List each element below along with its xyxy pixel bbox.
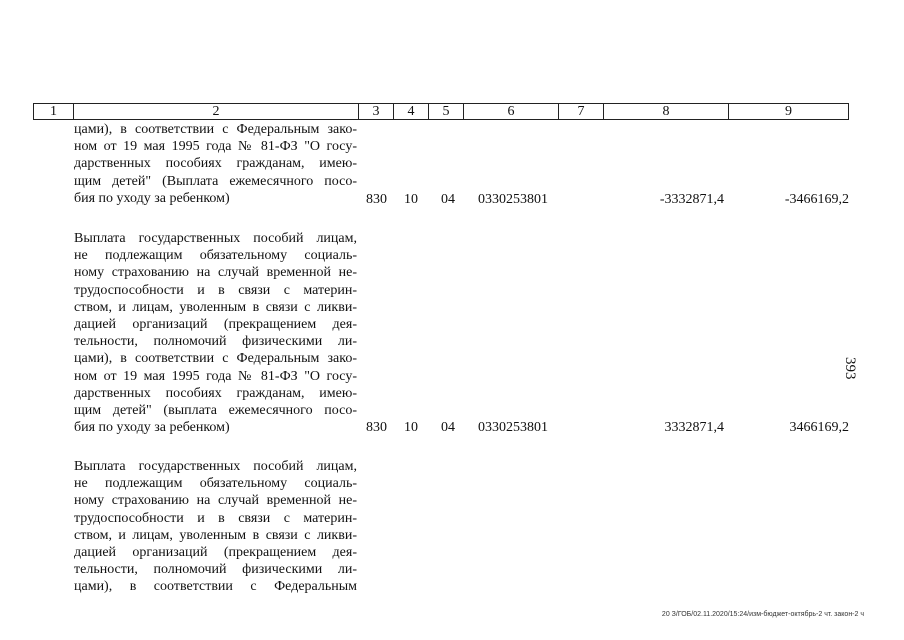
row-2-line: Выплата государственных пособий лицам, xyxy=(74,231,357,246)
row-1-section: 10 xyxy=(404,192,418,207)
row-2-line: ном от 19 мая 1995 года № 81-ФЗ "О госу- xyxy=(74,368,357,384)
header-col-4: 4 xyxy=(394,104,429,119)
header-col-5: 5 xyxy=(429,104,464,119)
row-1-code: 0330253801 xyxy=(478,192,548,207)
header-col-3: 3 xyxy=(359,104,394,119)
row-2-col9: 3466169,2 xyxy=(789,420,849,435)
row-2-line: тельности, полномочий физическими ли- xyxy=(74,334,357,350)
row-2-line: трудоспособности и в связи с материн- xyxy=(74,282,357,298)
row-3-line: ством, и лицам, уволенным в связи с ликви- xyxy=(74,527,357,543)
header-col-7: 7 xyxy=(559,104,604,119)
header-col-9: 9 xyxy=(785,104,792,119)
row-2-subsection: 04 xyxy=(441,420,455,435)
row-2-col8: 3332871,4 xyxy=(664,420,724,435)
row-1-col8: -3332871,4 xyxy=(659,192,724,207)
row-2-line: дацией организаций (прекращением дея- xyxy=(74,317,357,333)
row-2-section: 10 xyxy=(404,420,418,435)
header-col-1: 1 xyxy=(34,104,74,119)
row-1-line: бия по уходу за ребенком) xyxy=(74,190,230,206)
row-2-line: не подлежащим обязательному социаль- xyxy=(74,248,357,264)
row-2-line: бия по уходу за ребенком) xyxy=(74,420,230,436)
row-1-description xyxy=(74,121,357,207)
row-1-line: цами), в соответствии с Федеральным зако- xyxy=(74,122,357,137)
row-1-org: 830 xyxy=(366,192,387,207)
header-col-2: 2 xyxy=(74,104,359,119)
row-3-line: дацией организаций (прекращением дея- xyxy=(74,545,357,561)
row-3-line: ному страхованию на случай временной не- xyxy=(74,493,357,509)
row-2-description xyxy=(74,230,357,436)
row-1-line: ном от 19 мая 1995 года № 81-ФЗ "О госу- xyxy=(74,139,357,155)
row-3-line: тельности, полномочий физическими ли- xyxy=(74,562,357,578)
row-3-line: трудоспособности и в связи с материн- xyxy=(74,510,357,526)
row-1-line: щим детей" (Выплата ежемесячного посо- xyxy=(74,173,357,189)
row-2-line: дарственных пособиях гражданам, имею- xyxy=(74,385,357,401)
row-3-line: цами), в соответствии с Федеральным xyxy=(74,579,357,595)
row-2-line: цами), в соответствии с Федеральным зако- xyxy=(74,351,357,367)
row-1-subsection: 04 xyxy=(441,192,455,207)
row-2-line: ством, и лицам, уволенным в связи с ликви- xyxy=(74,299,357,315)
row-3-description xyxy=(74,458,357,596)
row-3-line: не подлежащим обязательному социаль- xyxy=(74,476,357,492)
table-header-row xyxy=(33,103,849,120)
row-2-line: щим детей" (выплата ежемесячного посо- xyxy=(74,403,357,419)
header-col-8: 8 xyxy=(604,104,729,119)
row-3-line: Выплата государственных пособий лицам, xyxy=(74,459,357,474)
row-2-org: 830 xyxy=(366,420,387,435)
row-1-col9: -3466169,2 xyxy=(784,192,849,207)
row-2-line: ному страхованию на случай временной не- xyxy=(74,265,357,281)
header-col-6: 6 xyxy=(464,104,559,119)
page-number: 393 xyxy=(842,357,858,380)
document-footer: 20 З/ГОБ/02.11.2020/15:24/изм-бюджет-октябрь-2 чт. закон-2 ч xyxy=(661,611,864,618)
row-1-line: дарственных пособиях гражданам, имею- xyxy=(74,156,357,172)
row-2-code: 0330253801 xyxy=(478,420,548,435)
